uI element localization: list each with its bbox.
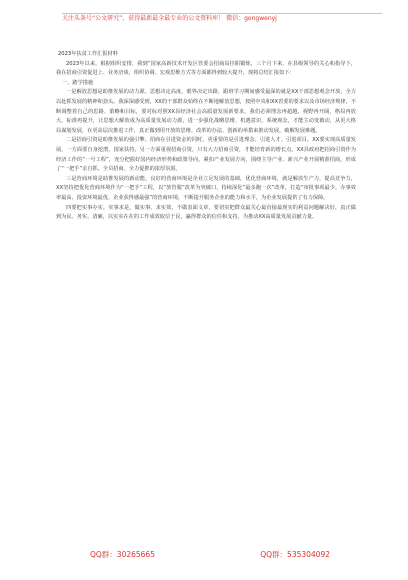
footer-qq-right: QQ群：535304092: [260, 550, 330, 559]
document-body: [56, 50, 356, 223]
section-heading: 一、踏学措施: [62, 79, 94, 86]
footer-qq-left: QQ群：30265665: [90, 550, 155, 559]
paragraph-1: 一是解放思想是助推发展的动力源。思想决定高度，眼界决定出路，跟班学习期间感受最深的就是XX干部思想观念开放，全力以赴抓发展的精神和劲头。我深深感受到，XX的干部群众始终在不断地解放思想，按照中央和XX省委的要求以及市场经济规律，不断调整着自己的思路、策略和目标，要对标对照XX县经济社会高质量发展新要求，我们必须理念再超越、视野再开阔，格局再放大，标准再提升，让思想大解放成为高质量发展动力源，进一步强化战略思维、机遇意识、系统观念，才能主动变被动，从更大格局谋划发展，在更高层次推进工作，真正做到用开放的思维、改革的办法、创新的举措来推动发展，破解发展难题。: [56, 89, 356, 134]
paragraph-2: 二是招商引资是助推发展的强引擎。招商在引进资金的同时，更重要的是引进理念、引进人才、引进项目，XX要实现高质量发展，一方面要自身挖潜，国家扶持，另一方面重视招商引资，只有大力招商引资，才能培育新的增长点。XX县政府把招商引资作为经济工作的“一号工程”，充分把握好国内经济形势和政策导向，紧扣产业发展方向，围绕主导产业、新兴产业开展精准招商，形成了“一把手”亲自抓、全员招商、全力促推的浓厚氛围。: [56, 137, 356, 173]
paragraph-intro: 2023年以来，根据组织安排，我到“国家高新技术开发区管委会招商局挂职锻炼，三个月下来，在县级领导的关心和指导下，我在招商引资促进上、业务洽谈、组织协调、宏观思维方式等方面都得到较大提升，现将总结汇报如下：: [56, 60, 356, 77]
footer: [90, 550, 330, 560]
top-banner: 关注头条号“公文研究”，获得最新最全最专业的公文资料库！ 微信：gongwenyj: [62, 13, 382, 23]
paragraph-3: 三是营商环境是助推发展的新动能。良好的营商环境是企业立足发展的基础，优化营商环境，就是解放生产力，提高竞争力，XX坚持把优化营商环境作为“一把手”工程，以“放管服”改革为突破口，持续深化“最多跑一次”改革，打造“审批事项最少、办事效率最高、投资环境最优、企业获得感最强”的营商环境，不断提升服务企业的能力和水平，为企业发展提供了有力保障。: [56, 175, 356, 201]
paragraph-4: 四要把实事办实。实事求是，做实事、求实效，不做表面文章，要切实把群众最关心最直接最现实的利益问题解决好，真正做到为民、务实、清廉，以实实在在的工作成效取信于民，赢得群众的信任和支持，为推动XX高质量发展贡献力量。: [56, 204, 356, 221]
document-title: 2023年扶贫工作汇报材料: [58, 51, 118, 57]
